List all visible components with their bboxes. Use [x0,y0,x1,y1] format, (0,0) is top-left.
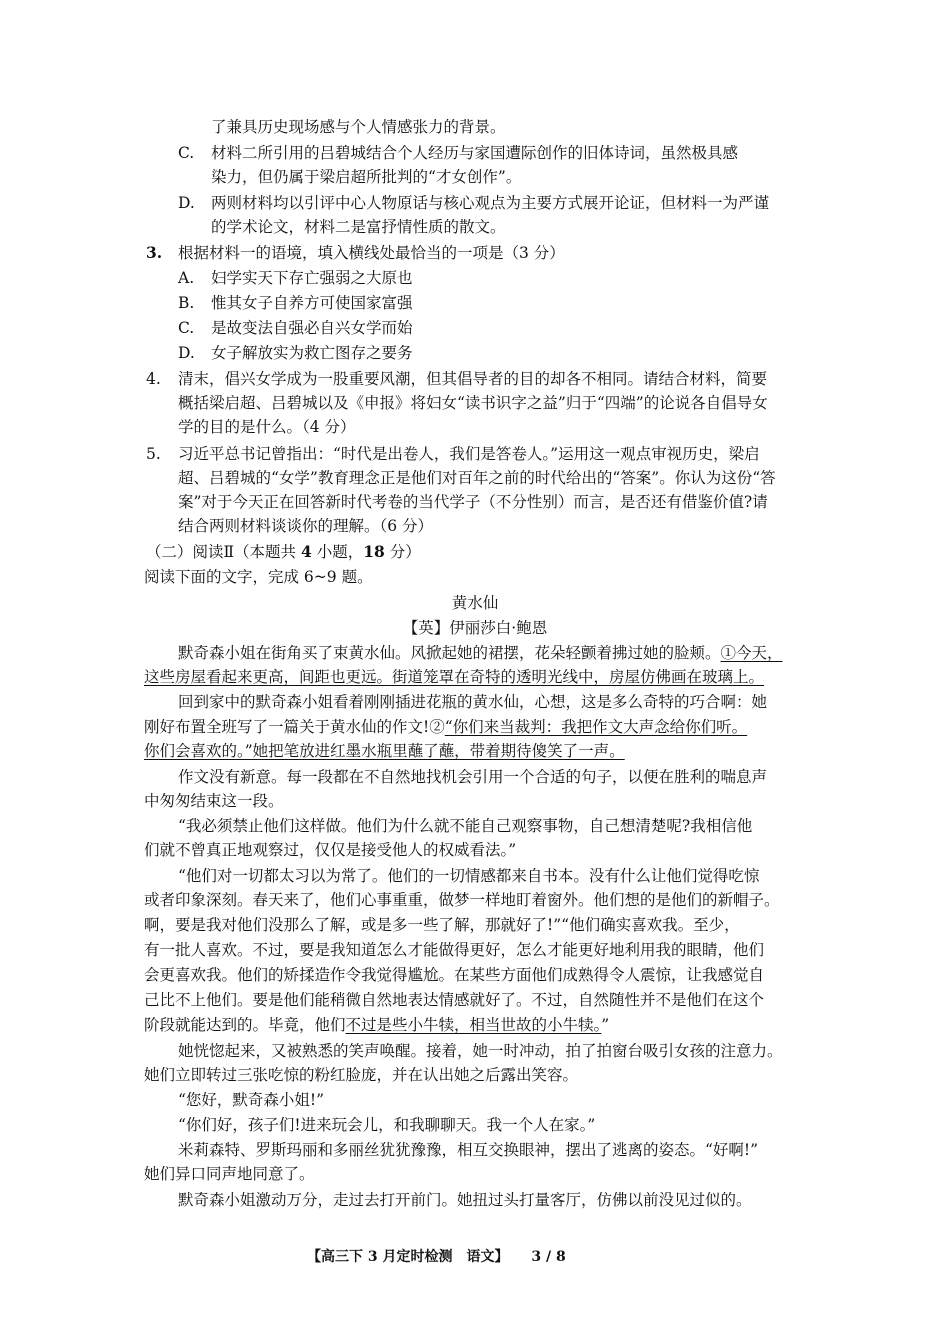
q5-number: 5. [146,445,161,463]
q3-option-b-label: B. [178,294,195,312]
q3-option-c: 是故变法自强必自兴女学而始 [211,319,413,337]
story-line: 作文没有新意。每一段都在不自然地找机会引用一个合适的句子，以便在胜利的喘息声 [178,768,768,786]
story-line: 有一批人喜欢。不过，要是我知道怎么才能做得更好，怎么才能更好地利用我的眼睛，他们 [144,941,765,959]
story-line: “我必须禁止他们这样做。他们为什么就不能自己观察事物，自己想清楚呢?我相信他 [178,817,753,835]
q5-line2: 超、吕碧城的“女学”教育理念正是他们对百年之前的时代给出的“答案”。你认为这份“答 [178,469,776,487]
q3-stem: 根据材料一的语境，填入横线处最恰当的一项是（3 分） [178,244,565,262]
story-line: 会更喜欢我。他们的矫揉造作令我觉得尴尬。在某些方面他们成熟得令人震惊，让我感觉自 [144,966,765,984]
story-author: 【英】伊丽莎白·鲍恩 [402,619,548,637]
q3-option-a-label: A. [178,269,195,287]
q2-option-c-label: C. [178,144,195,162]
page-footer [307,1246,566,1268]
story-line: 你们会喜欢的。”她把笔放进红墨水瓶里蘸了蘸，带着期待傻笑了一声。 [144,742,625,760]
q5-line4: 结合两则材料谈谈你的理解。（6 分） [178,517,434,535]
q3-option-b: 惟其女子自养方可使国家富强 [211,294,413,312]
q3-number: 3. [146,243,163,262]
story-line: 她们异口同声地同意了。 [144,1165,315,1183]
q2-option-d-line1: 两则材料均以引评中心人物原话与核心观点为主要方式展开论证，但材料一为严谨 [211,194,770,212]
story-line: “他们对一切都太习以为常了。他们的一切情感都来自书本。没有什么让他们觉得吃惊 [178,867,760,885]
q3-option-d: 女子解放实为救亡图存之要务 [211,344,413,362]
footer-title: 【高三下 3 月定时检测 语文】 [307,1249,509,1265]
story-line: 这些房屋看起来更高，间距也更远。街道笼罩在奇特的透明光线中，房屋仿佛画在玻璃上。 [144,668,765,686]
story-line: “您好，默奇森小姐!” [178,1091,325,1109]
q4-line1: 清末，倡兴女学成为一股重要风潮，但其倡导者的目的却各不相同。请结合材料，简要 [178,370,768,388]
page-number: 3 / 8 [531,1249,566,1265]
q4-line3: 学的目的是什么。（4 分） [178,418,356,436]
story-line: 米莉森特、罗斯玛丽和多丽丝犹犹豫豫，相互交换眼神，摆出了逃离的姿态。“好啊!” [178,1141,759,1159]
q5-line1: 习近平总书记曾指出：“时代是出卷人，我们是答卷人。”运用这一观点审视历史，梁启 [178,445,760,463]
q2-option-d-label: D. [178,194,195,212]
story-line: “你们好，孩子们!进来玩会儿，和我聊聊天。我一个人在家。” [178,1116,596,1134]
q5-line3: 案”对于今天正在回答新时代考卷的当代学子（不分性别）而言，是否还有借鉴价值?请 [178,493,768,511]
story-line: 或者印象深刻。春天来了，他们心事重重，做梦一样地盯着窗外。他们想的是他们的新帽子。 [144,891,780,909]
q3-option-a: 妇学实天下存亡强弱之大原也 [211,269,413,287]
story-line: 她恍惚起来，又被熟悉的笑声唤醒。接着，她一时冲动，拍了拍窗台吸引女孩的注意力。 [178,1042,783,1060]
story-line: 她们立即转过三张吃惊的粉红脸庞，并在认出她之后露出笑容。 [144,1066,579,1084]
q3-option-c-label: C. [178,319,195,337]
q2-option-c-line2: 染力，但仍属于梁启超所批判的“才女创作”。 [211,168,522,186]
story-line: 们就不曾真正地观察过，仅仅是接受他人的权威看法。” [144,841,517,859]
story-line: 啊，要是我对他们没那么了解，或是多一些了解，那就好了!”“他们确实喜欢我。至少， [144,916,740,934]
q4-line2: 概括梁启超、吕碧城以及《申报》将妇女“读书识字之益”归于“四端”的论说各自倡导女 [178,394,768,412]
story-title: 黄水仙 [451,594,499,612]
section2-heading: （二）阅读Ⅱ（本题共 4 小题，18 分） [146,542,421,561]
story-line: 阶段就能达到的。毕竟，他们不过是些小牛犊，相当世故的小牛犊。” [144,1016,610,1034]
q4-number: 4. [146,370,161,388]
story-line: 默奇森小姐在街角买了束黄水仙。风掀起她的裙摆，花朵轻颤着拂过她的脸颊。①今天， [178,644,783,662]
story-line: 刚好布置全班写了一篇关于黄水仙的作文!②“你们来当裁判：我把作文大声念给你们听。 [144,718,748,736]
q2-option-c-line1: 材料二所引用的吕碧城结合个人经历与家国遭际创作的旧体诗词，虽然极具感 [211,144,739,162]
q3-option-d-label: D. [178,344,195,362]
section2-instruction: 阅读下面的文字，完成 6~9 题。 [144,568,373,586]
story-line: 默奇森小姐激动万分，走过去打开前门。她扭过头打量客厅，仿佛以前没见过似的。 [178,1191,752,1209]
q2-option-d-line2: 的学术论文，材料二是富抒情性质的散文。 [211,218,506,236]
q2-option-b-cont: 了兼具历史现场感与个人情感张力的背景。 [211,118,506,136]
story-line: 己比不上他们。要是他们能稍微自然地表达情感就好了。不过，自然随性并不是他们在这个 [144,991,765,1009]
story-line: 中匆匆结束这一段。 [144,792,284,810]
story-line: 回到家中的默奇森小姐看着刚刚插进花瓶的黄水仙，心想，这是多么奇特的巧合啊：她 [178,693,768,711]
